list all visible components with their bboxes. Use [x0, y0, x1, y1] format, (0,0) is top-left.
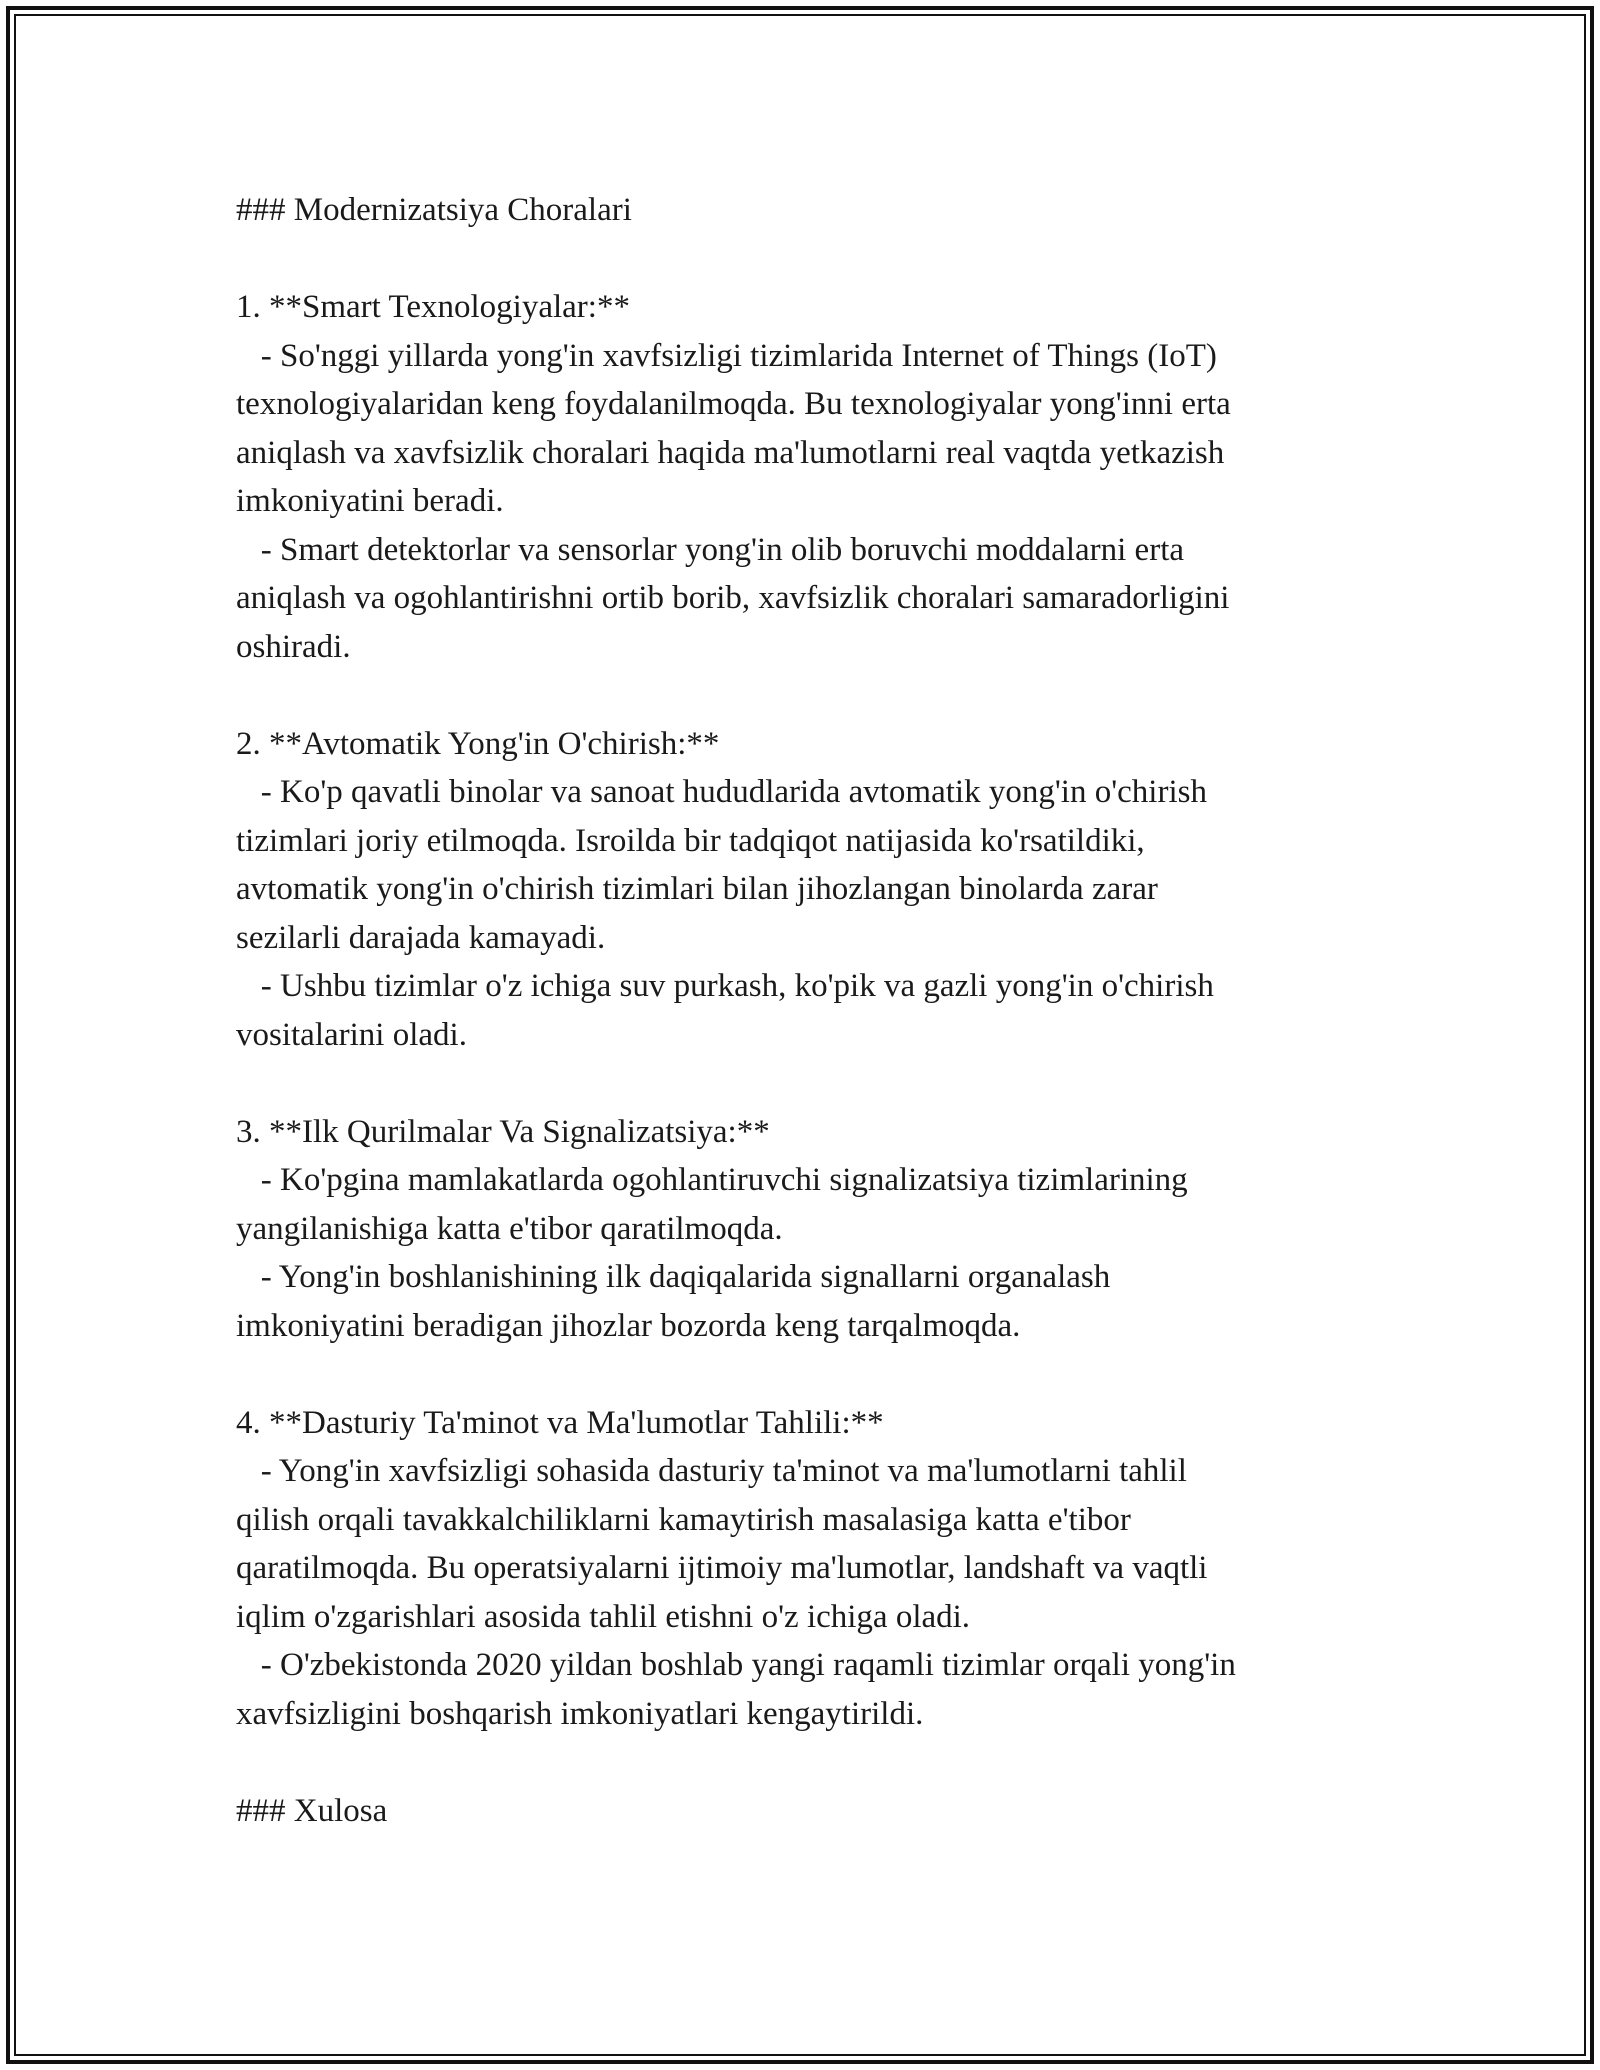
- paragraph-line: qilish orqali tavakkalchiliklarni kamaytirish masalasiga katta e'tibor: [236, 1501, 1131, 1538]
- spacer: [236, 1738, 1386, 1787]
- paragraph-line: imkoniyatini beradigan jihozlar bozorda keng tarqalmoqda.: [236, 1307, 1021, 1344]
- section-3: [236, 1108, 1386, 1351]
- paragraph-line: - Ko'pgina mamlakatlarda ogohlantiruvchi signalizatsiya tizimlarining: [236, 1162, 1188, 1198]
- paragraph-line: - Yong'in xavfsizligi sohasida dasturiy ta'minot va ma'lumotlarni tahlil: [236, 1453, 1187, 1489]
- paragraph-line: - Ko'p qavatli binolar va sanoat hududlarida avtomatik yong'in o'chirish: [236, 774, 1207, 810]
- paragraph-line: vositalarini oladi.: [236, 1016, 467, 1053]
- section-title: 3. **Ilk Qurilmalar Va Signalizatsiya:**: [236, 1113, 770, 1150]
- paragraph-line: - Ushbu tizimlar o'z ichiga suv purkash, ko'pik va gazli yong'in o'chirish: [236, 968, 1214, 1004]
- document-body: [236, 186, 1386, 1835]
- spacer: [236, 235, 1386, 284]
- paragraph-line: yangilanishiga katta e'tibor qaratilmoqda.: [236, 1210, 783, 1247]
- heading-xulosa: ### Xulosa: [236, 1792, 388, 1829]
- spacer: [236, 1059, 1386, 1108]
- section-title: 4. **Dasturiy Ta'minot va Ma'lumotlar Tahlili:**: [236, 1404, 884, 1441]
- spacer: [236, 671, 1386, 720]
- paragraph-line: avtomatik yong'in o'chirish tizimlari bilan jihozlangan binolarda zarar: [236, 871, 1158, 907]
- section-title: 2. **Avtomatik Yong'in O'chirish:**: [236, 725, 720, 762]
- paragraph-line: imkoniyatini beradi.: [236, 483, 504, 519]
- paragraph-line: texnologiyalaridan keng foydalanilmoqda. Bu texnologiyalar yong'inni erta: [236, 386, 1231, 422]
- paragraph-line: qaratilmoqda. Bu operatsiyalarni ijtimoiy ma'lumotlar, landshaft va vaqtli: [236, 1550, 1208, 1586]
- paragraph-line: aniqlash va xavfsizlik choralari haqida ma'lumotlarni real vaqtda yetkazish: [236, 434, 1225, 471]
- paragraph-line: - So'nggi yillarda yong'in xavfsizligi tizimlarida Internet of Things (IoT): [236, 337, 1217, 374]
- heading-modernizatsiya: ### Modernizatsiya Choralari: [236, 192, 632, 228]
- paragraph-line: - O'zbekistonda 2020 yildan boshlab yangi raqamli tizimlar orqali yong'in: [236, 1647, 1236, 1683]
- paragraph-line: - Yong'in boshlanishining ilk daqiqalarida signallarni organalash: [236, 1259, 1111, 1295]
- section-4: [236, 1399, 1386, 1739]
- paragraph-line: xavfsizligini boshqarish imkoniyatlari kengaytirildi.: [236, 1695, 924, 1732]
- paragraph-line: - Smart detektorlar va sensorlar yong'in olib boruvchi moddalarni erta: [236, 531, 1185, 568]
- paragraph-line: oshiradi.: [236, 628, 351, 665]
- paragraph-line: sezilarli darajada kamayadi.: [236, 919, 606, 956]
- paragraph-line: iqlim o'zgarishlari asosida tahlil etishni o'z ichiga oladi.: [236, 1598, 971, 1635]
- spacer: [236, 1350, 1386, 1399]
- paragraph-line: aniqlash va ogohlantirishni ortib borib, xavfsizlik choralari samaradorligini: [236, 580, 1230, 616]
- section-1: [236, 283, 1386, 671]
- section-title: 1. **Smart Texnologiyalar:**: [236, 289, 630, 325]
- section-2: [236, 720, 1386, 1060]
- paragraph-line: tizimlari joriy etilmoqda. Isroilda bir tadqiqot natijasida ko'rsatildiki,: [236, 822, 1145, 859]
